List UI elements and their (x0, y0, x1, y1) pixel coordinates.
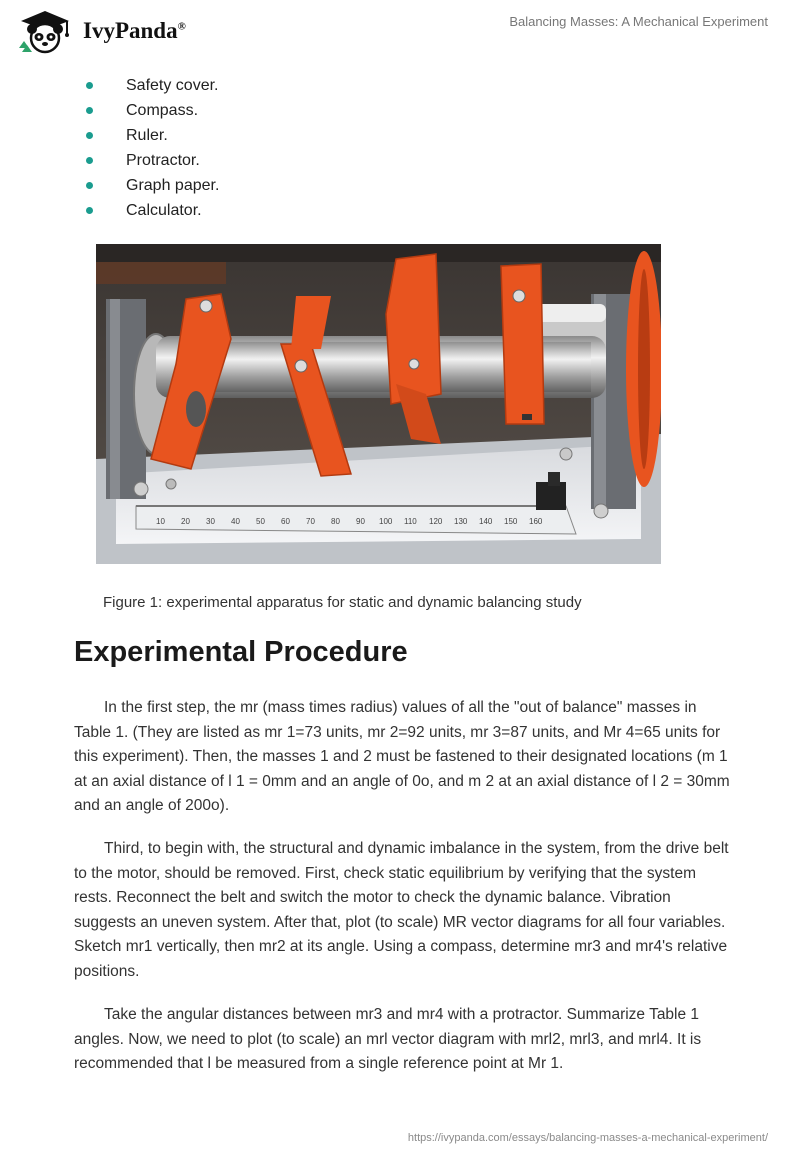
svg-text:80: 80 (331, 517, 340, 526)
svg-text:40: 40 (231, 517, 240, 526)
paragraph: Take the angular distances between mr3 and mr4 with a protractor. Summarize Table 1 angles. Now, we need to plot (to scale) an mrl vector diagram with mrl2, mrl3, and mrl4. It is recommended that l be measured from a single reference point at Mr 1. (74, 1006, 702, 1073)
ivypanda-logo[interactable] (15, 8, 186, 54)
svg-text:120: 120 (429, 517, 443, 526)
figure-caption: Figure 1: experimental apparatus for static and dynamic balancing study (103, 594, 582, 611)
list-item: Compass. (86, 98, 219, 123)
svg-text:10: 10 (156, 517, 165, 526)
list-item: Graph paper. (86, 173, 219, 198)
list-item: Protractor. (86, 148, 219, 173)
svg-text:30: 30 (206, 517, 215, 526)
svg-text:60: 60 (281, 517, 290, 526)
source-url-link[interactable]: https://ivypanda.com/essays/balancing-masses-a-mechanical-experiment/ (407, 1132, 768, 1144)
header-essay-title: Balancing Masses: A Mechanical Experiment (509, 14, 768, 29)
apparatus-illustration (96, 244, 661, 564)
list-item: Ruler. (86, 123, 219, 148)
list-item: Calculator. (86, 198, 219, 223)
apparatus-photo (96, 244, 661, 564)
bullet-icon (86, 132, 93, 139)
svg-text:90: 90 (356, 517, 365, 526)
paragraph: In the first step, the mr (mass times radius) values of all the "out of balance" masses in Table 1. (They are listed as mr 1=73 units, mr 2=92 units, mr 3=87 units, and Mr 4=65 units for this experiment). Then, the masses 1 and 2 must be fastened to their designated locations (m 1 at an axial distance of l 1 = 0mm and an angle of 0o, and m 2 at an axial distance of l 2 = 30mm and an angle of 200o). (74, 699, 730, 815)
list-item: Safety cover. (86, 73, 219, 98)
svg-text:160: 160 (529, 517, 543, 526)
svg-text:50: 50 (256, 517, 265, 526)
bullet-icon (86, 157, 93, 164)
svg-text:70: 70 (306, 517, 315, 526)
bullet-icon (86, 82, 93, 89)
panda-graduate-icon (15, 8, 75, 54)
page-header (0, 0, 800, 60)
equipment-list (86, 73, 219, 223)
logo-text: IvyPanda® (83, 18, 186, 43)
bullet-icon (86, 107, 93, 114)
svg-text:20: 20 (181, 517, 190, 526)
svg-text:150: 150 (504, 517, 518, 526)
svg-text:100: 100 (379, 517, 393, 526)
svg-text:130: 130 (454, 517, 468, 526)
bullet-icon (86, 182, 93, 189)
section-heading: Experimental Procedure (74, 636, 408, 668)
paragraph: Third, to begin with, the structural and dynamic imbalance in the system, from the drive belt to the motor, should be removed. First, check static equilibrium by verifying that the system rests. Reconnect the belt and switch the motor to check the dynamic balance. Vibration suggests an uneven system. After that, plot (to scale) MR vector diagrams for all four variables. Sketch mr1 vertically, then mr2 at its angle. Using a compass, determine mr3 and mr4's relative positions. (74, 840, 729, 980)
bullet-icon (86, 207, 93, 214)
svg-text:110: 110 (404, 517, 417, 526)
svg-text:140: 140 (479, 517, 493, 526)
